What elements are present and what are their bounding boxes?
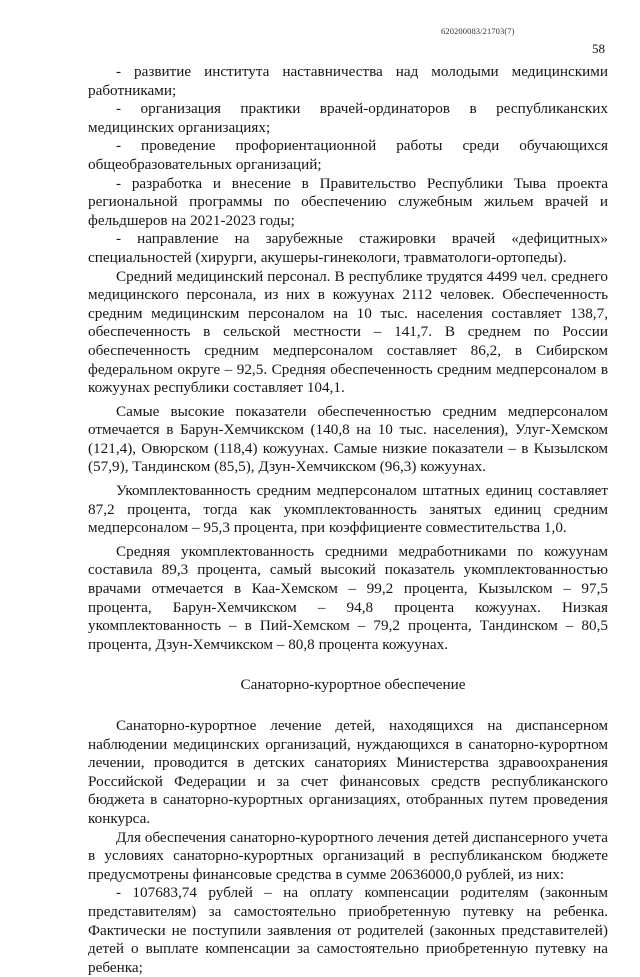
bullet-compensation: - 107683,74 рублей – на оплату компенсации родителям (законным представителям) за самостоятельно приобретенную путевку на ребенка. Фактически не поступили заявления от родителей (законных представителей) детей о выплате компенсации за самостоятельно приобретенную путевку на ребенка; [88, 884, 608, 976]
bullet-foreign-internships: - направление на зарубежные стажировки врачей «дефицитных» специальностей (хирурги, акушеры-гинекологи, травматологи-ортопеды). [88, 230, 608, 266]
paragraph-district-staffing: Средняя укомплектованность средними медработниками по кожуунам составила 89,3 процента, самый высокий показатель укомплектованностью врачами отмечается в Каа-Хемском – 99,2 процента, Кызылском – 97,5 процента, Барун-Хемчикском – 94,8 процента кожуунах. Низкая укомплектованность – в Пий-Хемском – 79,2 процента, Тандинском – 80,5 процента, Дзун-Хемчикском – 80,8 процента кожуунах. [88, 542, 608, 653]
document-body [88, 63, 608, 977]
paragraph-budget: Для обеспечения санаторно-курортного лечения детей диспансерного учета в условиях санаторно-курортных организаций в республиканском бюджете предусмотрены финансовые средства в сумме 20636000,0 рублей, из них: [88, 828, 608, 883]
bullet-housing-program: - разработка и внесение в Правительство Республики Тыва проекта региональной программы по обеспечению служебным жильем врачей и фельдшеров на 2021-2023 годы; [88, 174, 608, 229]
paragraph-staffing-level: Укомплектованность средним медперсоналом штатных единиц составляет 87,2 процента, тогда как укомплектованность занятых единиц средним медперсоналом – 95,3 процента, при коэффициенте совместительства 1,0. [88, 482, 608, 537]
section-heading: Санаторно-курортное обеспечение [240, 676, 466, 694]
bullet-residency-practice: - организация практики врачей-ординаторов в республиканских медицинских организациях; [88, 100, 608, 136]
bullet-career-guidance: - проведение профориентационной работы среди обучающихся общеобразовательных организаций; [88, 137, 608, 173]
document-id: 620200083/21703(7) [441, 26, 515, 36]
bullet-mentorship: - развитие института наставничества над молодыми медицинскими работниками; [88, 63, 608, 99]
paragraph-highest-lowest: Самые высокие показатели обеспеченностью средним медперсоналом отмечается в Барун-Хемчикском (140,8 на 10 тыс. населения), Улуг-Хемском (121,4), Овюрском (118,4) кожуунах. Самые низкие показатели – в Кызылском (57,9), Тандинском (85,5), Дзун-Хемчикском (96,3) кожуунах. [88, 402, 608, 476]
page-number: 58 [592, 41, 605, 56]
paragraph-sanatorium-treatment: Санаторно-курортное лечение детей, находящихся на диспансерном наблюдении медицинских организаций, нуждающихся в санаторно-курортном лечении, проводится в детских санаториях Министерства здравоохранения Российской Федерации и за счет финансовых средств республиканского бюджета в санаторно-курортных организациях, отобранных путем проведения конкурса. [88, 717, 608, 827]
paragraph-mid-level-staff: Средний медицинский персонал. В республике трудятся 4499 чел. среднего медицинского персонала, из них в кожуунах 2112 человек. Обеспеченность средним медицинским персоналом на 10 тыс. населения составляет 138,7, обеспеченность в сельской местности – 141,7. В среднем по России обеспеченность средним медперсоналом составляет 86,2, в Сибирском федеральном округе – 92,5. Средняя обеспеченность средним медперсоналом в кожуунах республики составляет 104,1. [88, 267, 608, 397]
